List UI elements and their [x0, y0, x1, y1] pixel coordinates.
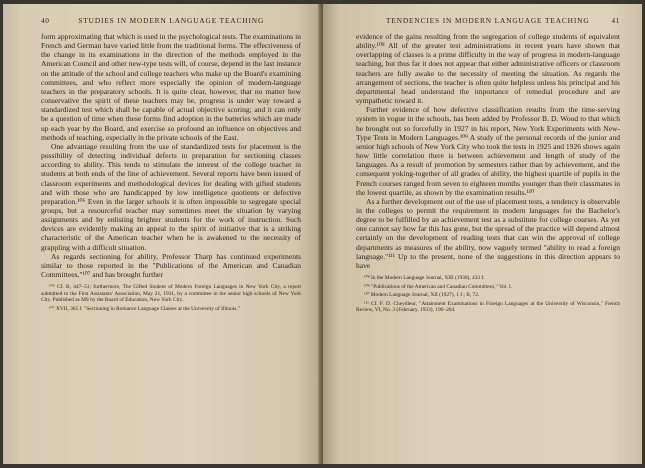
footnotes	[356, 275, 620, 314]
right-page-body	[356, 32, 620, 270]
left-page-body	[41, 32, 301, 279]
running-head: STUDIES IN MODERN LANGUAGE TEACHING	[78, 16, 265, 25]
paragraph: evidence of the gains resulting from the segregation of college students of equivalent ability.¹⁰⁸ All of the greater test administrations in recent years have shown that overlapping of classes is a prime difficulty in the way of progress in modern-language teaching, but thus far it does not appear that either administrative officers or classroom teachers are fully awake to the necessity of meeting the situation. As regards the arrangement of sections, the teacher is often quite helpless unless his principal and his departmental head understand the importance of remedial procedure and are sympathetic toward it.	[356, 32, 620, 106]
running-head: TENDENCIES IN MODERN LANGUAGE TEACHING	[386, 16, 590, 25]
right-page	[323, 4, 642, 464]
right-page-header	[356, 16, 620, 32]
footnote: ¹⁰⁶ Cf. B, 447–51; furthermore, The Gifted Student of Modern Foreign Languages in New York City, a report submitted to the First Assistants' Association, May 21, 1931, by a committee in the senior high schools of New York City. Published as MS by the Board of Education, New York City.	[41, 284, 301, 304]
paragraph: form approximating that which is used in the psychological tests. The examinations in French and German have varied little from the traditional forms. The effectiveness of the change in its examinations in the direction of the methods employed in the American Council and other new-type tests will, of course, depend in the last instance on the attitude of the school and college teachers who make up the Board's examining committees, and who reflect more especially the opinion of modern-language teachers in the preparatory schools. It is quite clear, however, that no matter how conservative the spirit of these teachers may be, progress is under way toward a standardized test which shall be capable of actual objective scoring; and it can only be a question of time when these forms find adoption in the batteries which are made up each year by the Board, and exercise so profound an influence on objectives and methods of teaching, especially in the private schools of the East.	[41, 32, 301, 142]
footnote: ¹⁰⁹ "Publications of the American and Canadian Committees," Vol. I.	[364, 283, 513, 290]
footnote: ¹⁰⁷ XVII, 365 f. "Sectioning in Romance Language Classes at the University of Illinois."	[49, 306, 240, 312]
paragraph: As a further development out of the use of placement tests, a tendency is observable in the colleges to permit the requirement in modern languages for the Bachelor's degree to be fulfilled by an achievement test as a substitute for college courses. As yet one cannot say how far this has gone, but the spread of the practice will depend almost certainly on the development of reading tests that can win the approval of college departments as measures of the ability, now vaguely termed "ability to read a foreign language."¹¹¹ Up to the present, none of the suggestions in this direction appears to have	[356, 196, 620, 270]
left-page	[3, 4, 321, 464]
footnote: ¹¹⁰ Modern Language Journal, XII (1927), 1 f.; B, 72.	[364, 292, 480, 299]
paragraph: As regards sectioning for ability, Professor Tharp has continued experiments similar to those reported in the "Publications of the American and Canadian Committees,"¹⁰⁷ and has brought further	[41, 251, 301, 280]
left-page-header	[41, 16, 301, 32]
footnotes	[41, 284, 301, 312]
footnote: ¹⁰⁸ In the Modern Language Journal, XIII (1930), 433 f.	[364, 275, 485, 282]
page-number: 40	[41, 16, 50, 25]
page-number: 41	[611, 16, 620, 25]
footnote: ¹¹¹ Cf. F. D. Cheydleur, "Attainment Examinations in Foreign Languages at the University of Wisconsin," French Review, VI, No. 3 (February, 1933), 190–204.	[356, 300, 620, 314]
paragraph: One advantage resulting from the use of standardized tests for placement is the possibility of detecting individual defects in preparation for sectioning classes according to ability. This tends to stimulate the interest of the college teacher in students at both ends of the line of achievement. Several reports have been issued of classroom experiments and methodological devices for dealing with gifted students and with those who are handicapped by low intelligence quotients or defective preparation.¹⁰⁶ Even in the larger schools it is often impossible to segregate special groups, but a resourceful teacher may sometimes meet the situation by varying assignments and by enlisting brighter students for the work of instruction. Such devices are evidently making an appeal to the spirit of initiative that is a striking characteristic of the American teacher when he is awakened to the necessity of grappling with a difficult situation.	[41, 141, 301, 252]
paragraph: Further evidence of how defective classification results from the time-serving system in vogue in the schools, has been added by Professor B. D. Wood to that which he brought out so forcefully in 1927 in his report, New York Experiments with New-Type Tests in Modern Languages.¹⁰⁹ A study of the personal records of the junior and senior high schools of New York City who took the tests in 1925 and 1926 shows again how little correlation there is between achievement and length of study of the languages. As a result of promotion by semesters rather than by achievement, and the consequent yoking-together of all grades of ability, the highest quartile of pupils in the French courses ranged from seven to eighteen months younger than their classmates in the lowest quartile, as shown by the examination results.¹¹⁰	[356, 105, 620, 197]
